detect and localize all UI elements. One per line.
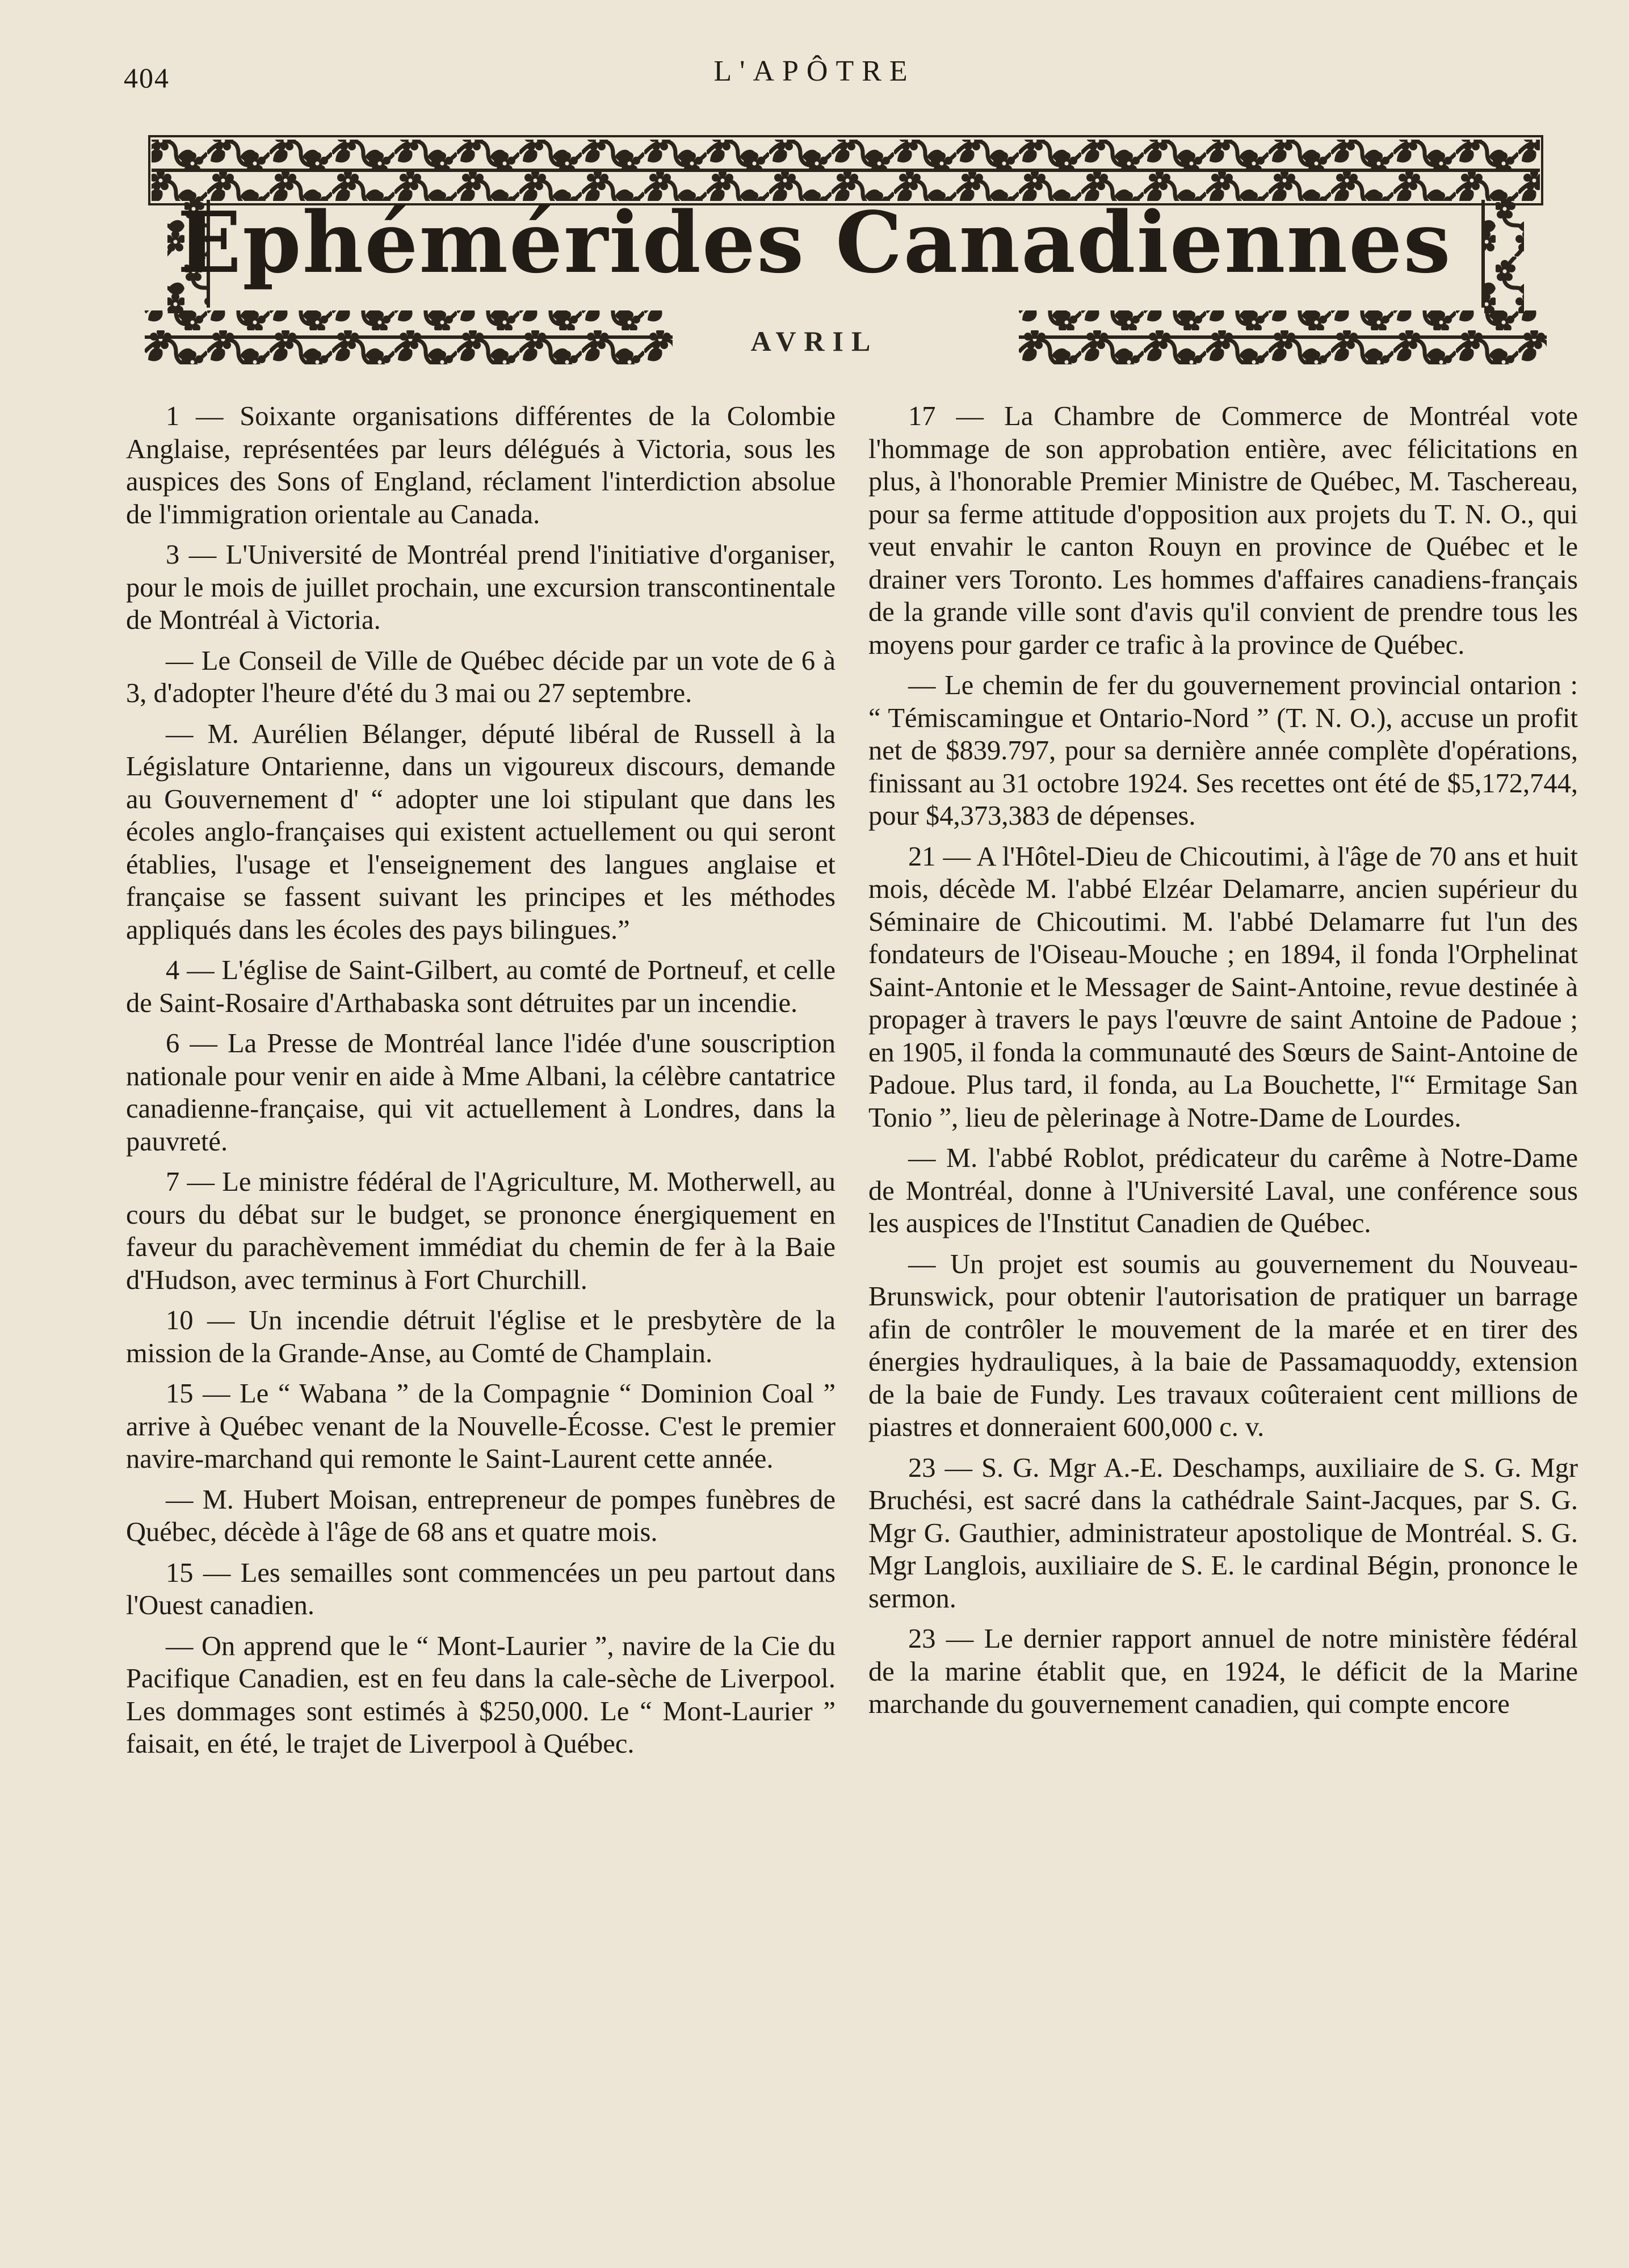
entry-paragraph: — Le chemin de fer du gouvernement provincial ontarion : “ Témiscamingue et Ontario-Nord ” (T. N. O.), accuse un profit net de $839.797, pour sa dernière année complète d'opérations, finissant au 31 octobre 1924. Ses recettes ont été de $5,172,744, pour $4,373,383 de dépenses. [868,670,1578,831]
entry-paragraph: 15 — Le “ Wabana ” de la Compagnie “ Dominion Coal ” arrive à Québec venant de la Nouvelle-Écosse. C'est le premier navire-marchand qui remonte le Saint-Laurent cette année. [126,1379,836,1474]
entry-paragraph: — M. l'abbé Roblot, prédicateur du carême à Notre-Dame de Montréal, donne à l'Université Laval, une conférence sous les auspices de l'Institut Canadien de Québec. [868,1143,1578,1238]
entry-paragraph: — On apprend que le “ Mont-Laurier ”, navire de la Cie du Pacifique Canadien, est en feu dans la cale-sèche de Liverpool. Les dommages sont estimés à $250,000. Le “ Mont-Laurier ” faisait, en été, le trajet de Liverpool à Québec. [126,1631,836,1759]
entry-paragraph: 4 — L'église de Saint-Gilbert, au comté de Portneuf, et celle de Saint-Rosaire d'Arthabaska sont détruites par un incendie. [126,955,836,1018]
entry-paragraph: — Le Conseil de Ville de Québec décide par un vote de 6 à 3, d'adopter l'heure d'été du 3 mai ou 27 septembre. [126,645,836,708]
entry-paragraph: 21 — A l'Hôtel-Dieu de Chicoutimi, à l'âge de 70 ans et huit mois, décède M. l'abbé Elzéar Delamarre, ancien supérieur du Séminaire de Chicoutimi. M. l'abbé Delamarre fut l'un des fondateurs de l'Oiseau-Mouche ; en 1894, il fonda l'Orphelinat Saint-Antonie et le Messager de Saint-Antoine, revue destinée à propager à travers le pays l'œuvre de saint Antoine de Padoue ; en 1905, il fonda la communauté des Sœurs de Saint-Antoine de Padoue. Plus tard, il fonda, au La Bouchette, l'“ Ermitage San Tonio ”, lieu de pèlerinage à Notre-Dame de Lourdes. [868,841,1578,1133]
entry-paragraph: 6 — La Presse de Montréal lance l'idée d'une souscription nationale pour venir en aide à Mme Albani, la célèbre cantatrice canadienne-française, qui vit actuellement à Londres, dans la pauvreté. [126,1028,836,1157]
entry-paragraph: 15 — Les semailles sont commencées un peu partout dans l'Ouest canadien. [126,1557,836,1620]
entry-paragraph: — M. Hubert Moisan, entrepreneur de pompes funèbres de Québec, décède à l'âge de 68 ans et quatre mois. [126,1484,836,1547]
page-number: 404 [124,62,170,94]
entry-paragraph: — M. Aurélien Bélanger, député libéral de Russell à la Législature Ontarienne, dans un vigoureux discours, demande au Gouvernement d' “ adopter une loi stipulant que dans les écoles anglo-françaises qui existent actuellement ou qui seront établies, l'usage et l'enseignement des langues anglaise et française se fassent suivant les principes et les méthodes appliqués dans les écoles des pays bilingues.” [126,719,836,945]
entry-paragraph: 10 — Un incendie détruit l'église et le presbytère de la mission de la Grande-Anse, au Comté de Champlain. [126,1305,836,1368]
left-column [126,400,836,1769]
entry-paragraph: — Un projet est soumis au gouvernement du Nouveau-Brunswick, pour obtenir l'autorisation de pratiquer un barrage afin de contrôler le mouvement de la marée et en tirer des énergies hydrauliques, à la baie de Passamaquoddy, extension de la baie de Fundy. Les travaux coûteraient cent millions de piastres et donneraient 600,000 c. v. [868,1249,1578,1442]
entry-paragraph: 23 — Le dernier rapport annuel de notre ministère fédéral de la marine établit que, en 1924, le déficit de la Marine marchande du gouvernement canadien, qui compte encore [868,1624,1578,1719]
month-heading: AVRIL [750,325,879,357]
entry-paragraph: 7 — Le ministre fédéral de l'Agriculture, M. Motherwell, au cours du débat sur le budget, se prononce énergiquement en faveur du parachèvement immédiat du chemin de fer à la Baie d'Hudson, avec terminus à Fort Churchill. [126,1167,836,1295]
entry-paragraph: 17 — La Chambre de Commerce de Montréal vote l'hommage de son approbation entière, avec félicitations en plus, à l'honorable Premier Ministre de Québec, M. Taschereau, pour sa ferme attitude d'opposition aux projets du T. N. O., qui veut envahir le canton Rouyn en province de Québec et le drainer vers Toronto. Les hommes d'affaires canadiens-français de la grande ville sont d'avis qu'il convient de prendre tous les moyens pour garder ce trafic à la province de Québec. [868,401,1578,660]
section-title: Ephémérides Canadiennes [177,193,1452,292]
entry-paragraph: 1 — Soixante organisations différentes de la Colombie Anglaise, représentées par leurs délégués à Victoria, sous les auspices des Sons of England, réclament l'interdiction absolue de l'immigration orientale au Canada. [126,401,836,530]
entry-paragraph: 3 — L'Université de Montréal prend l'initiative d'organiser, pour le mois de juillet prochain, une excursion transcontinentale de Montréal à Victoria. [126,540,836,635]
right-column [868,400,1578,1729]
entry-paragraph: 23 — S. G. Mgr A.-E. Deschamps, auxiliaire de S. G. Mgr Bruchési, est sacré dans la cathédrale Saint-Jacques, par S. G. Mgr G. Gauthier, administrateur apostolique de Montréal. S. G. Mgr Langlois, auxiliaire de S. E. le cardinal Bégin, prononce le sermon. [868,1452,1578,1614]
running-head: L'APÔTRE [713,55,916,87]
